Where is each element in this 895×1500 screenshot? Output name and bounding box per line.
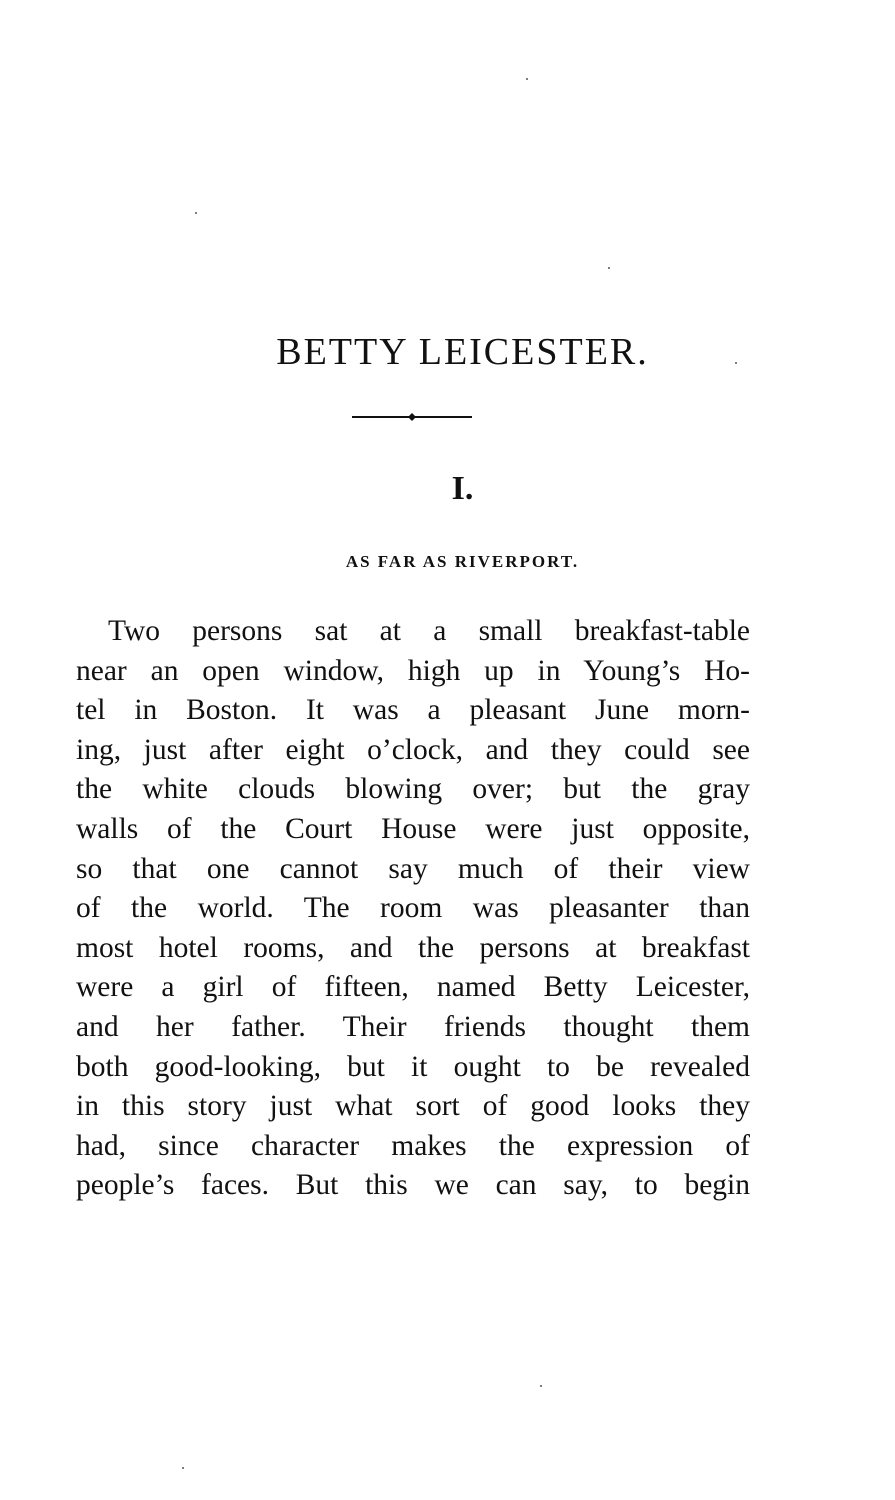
scan-speck [195, 212, 197, 214]
chapter-body-text [76, 612, 750, 1206]
text-line: people’s faces. But this we can say, to begin [76, 1169, 750, 1202]
text-line: both good-looking, but it ought to be revealed [76, 1050, 750, 1083]
text-line: ing, just after eight o’clock, and they could see [76, 733, 750, 766]
scan-speck [540, 1385, 542, 1387]
scan-speck [608, 267, 610, 269]
text-line: were a girl of fifteen, named Betty Leicester, [76, 971, 750, 1004]
chapter-title: AS FAR AS RIVERPORT. [345, 552, 580, 571]
text-line: near an open window, high up in Young’s Ho- [76, 654, 750, 687]
text-line: and her father. Their friends thought them [76, 1010, 750, 1043]
text-line: so that one cannot say much of their view [76, 852, 750, 885]
text-line: in this story just what sort of good looks they [76, 1090, 750, 1123]
text-line: Two persons sat at a small breakfast-table [108, 615, 750, 647]
text-line: most hotel rooms, and the persons at breakfast [76, 931, 750, 964]
text-line: had, since character makes the expression of [76, 1129, 750, 1162]
text-line: tel in Boston. It was a pleasant June morn- [76, 694, 750, 727]
text-line: of the world. The room was pleasanter than [76, 892, 750, 925]
scan-speck [526, 78, 528, 80]
title-ornament-rule [352, 412, 472, 422]
text-line: the white clouds blowing over; but the gray [76, 773, 750, 806]
scan-speck [182, 1467, 184, 1469]
text-line: walls of the Court House were just opposite, [76, 812, 750, 845]
book-title: BETTY LEICESTER. [276, 331, 649, 373]
chapter-numeral: I. [451, 470, 474, 507]
